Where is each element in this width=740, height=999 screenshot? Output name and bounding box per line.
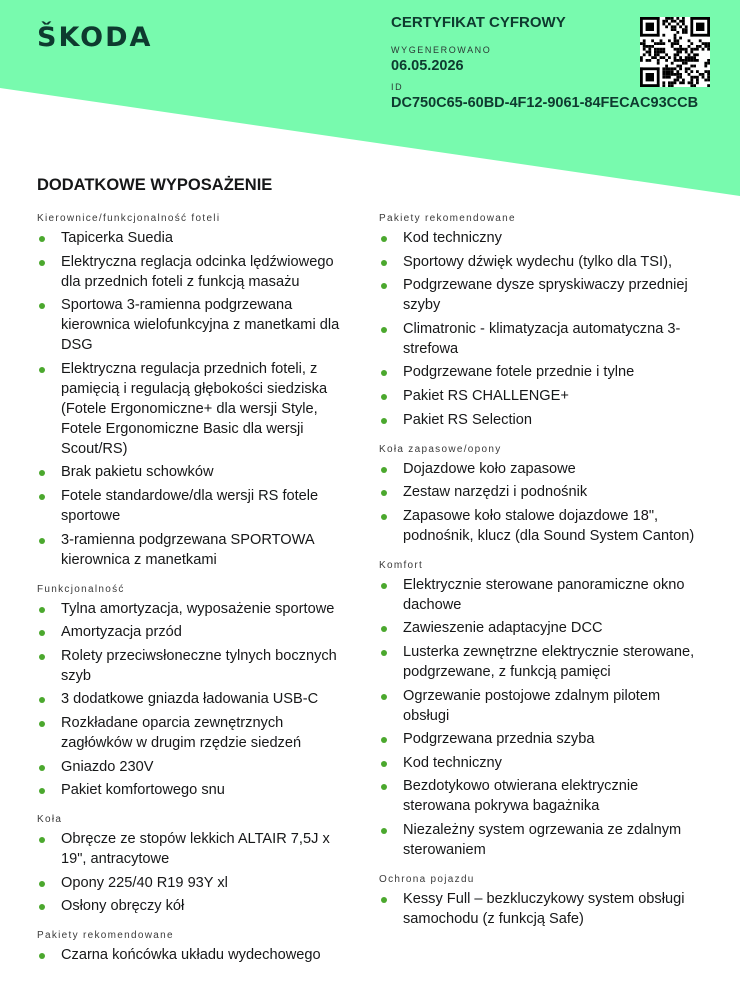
equipment-item-text: Niezależny system ogrzewania ze zdalnym sterowaniem	[403, 821, 682, 858]
equipment-item	[37, 530, 357, 570]
equipment-item	[37, 228, 357, 248]
category-komfort: Komfort	[379, 559, 424, 571]
equipment-item	[379, 618, 709, 638]
bullet-icon	[381, 327, 387, 333]
bullet-icon	[381, 583, 387, 589]
bullet-icon	[39, 765, 45, 771]
category-kierownice-funkcjonalnosc-foteli: Kierownice/funkcjonalność foteli	[37, 213, 221, 224]
bullet-icon	[381, 236, 387, 242]
equipment-item	[37, 873, 357, 893]
equipment-item-text: Kod techniczny	[403, 230, 502, 246]
equipment-item-text: Lusterka zewnętrzne elektrycznie sterowane, podgrzewane, z funkcją pamięci	[403, 643, 695, 680]
bullet-icon	[381, 370, 387, 376]
equipment-item-text: Kessy Full – bezkluczykowy system obsługi samochodu (z funkcją Safe)	[403, 890, 685, 927]
equipment-item	[379, 362, 709, 382]
equipment-item	[37, 359, 357, 459]
bullet-icon	[381, 283, 387, 289]
section-title: DODATKOWE WYPOSAŻENIE	[37, 176, 273, 194]
equipment-item	[379, 228, 709, 248]
bullet-icon	[381, 737, 387, 743]
equipment-item	[37, 757, 357, 777]
equipment-item	[37, 945, 357, 965]
bullet-icon	[381, 650, 387, 656]
category-ochrona-pojazdu: Ochrona pojazdu	[379, 873, 475, 885]
equipment-item-text: Elektryczna reglacja odcinka lędźwiowego dla przednich foteli z funkcją masażu	[61, 253, 334, 290]
generated-label: WYGENEROWANO	[391, 45, 492, 55]
bullet-icon	[381, 260, 387, 266]
bullet-icon	[39, 630, 45, 636]
equipment-item	[37, 622, 357, 642]
equipment-item	[37, 713, 357, 753]
equipment-list	[379, 459, 709, 546]
equipment-item	[37, 599, 357, 619]
equipment-item	[379, 482, 709, 502]
category-funkcjonalnosc: Funkcjonalność	[37, 583, 125, 595]
equipment-item	[379, 753, 709, 773]
bullet-icon	[39, 788, 45, 794]
right-column	[379, 213, 709, 933]
equipment-item	[379, 506, 709, 546]
equipment-item-text: 3-ramienna podgrzewana SPORTOWA kierownica z manetkami	[61, 531, 314, 568]
equipment-item	[379, 459, 709, 479]
bullet-icon	[39, 953, 45, 959]
equipment-item-text: Obręcze ze stopów lekkich ALTAIR 7,5J x 19", antracytowe	[61, 831, 330, 868]
bullet-icon	[381, 761, 387, 767]
equipment-item	[37, 896, 357, 916]
bullet-icon	[381, 828, 387, 834]
equipment-list	[37, 599, 357, 801]
equipment-item	[379, 729, 709, 749]
equipment-item	[379, 642, 709, 682]
equipment-list	[37, 945, 357, 965]
equipment-item-text: Pakiet RS Selection	[403, 411, 532, 428]
equipment-item	[379, 776, 709, 816]
equipment-list	[37, 829, 357, 916]
bullet-icon	[39, 607, 45, 613]
equipment-item	[37, 829, 357, 869]
equipment-item-text: Dojazdowe koło zapasowe	[403, 460, 576, 477]
category-kola-zapasowe-opony: Koła zapasowe/opony	[379, 443, 502, 455]
equipment-item-text: Rolety przeciwsłoneczne tylnych bocznych szyb	[61, 647, 337, 684]
generated-date: 06.05.2026	[391, 58, 464, 74]
equipment-list	[37, 228, 357, 570]
bullet-icon	[381, 467, 387, 473]
equipment-item	[379, 275, 709, 315]
equipment-item-text: Opony 225/40 R19 93Y xl	[61, 874, 228, 891]
certificate-id: DC750C65-60BD-4F12-9061-84FECAC93CCB	[391, 95, 699, 111]
bullet-icon	[39, 236, 45, 242]
equipment-list	[379, 228, 709, 430]
bullet-icon	[39, 721, 45, 727]
bullet-icon	[381, 784, 387, 790]
equipment-item	[37, 486, 357, 526]
bullet-icon	[39, 837, 45, 843]
id-label: ID	[391, 82, 404, 92]
equipment-item	[37, 646, 357, 686]
certificate-title: CERTYFIKAT CYFROWY	[391, 14, 566, 31]
bottom-fade	[0, 965, 740, 999]
equipment-item-text: Climatronic - klimatyzacja automatyczna 3-strefowa	[403, 320, 681, 357]
bullet-icon	[39, 260, 45, 266]
bullet-icon	[381, 514, 387, 520]
equipment-item-text: 3 dodatkowe gniazda ładowania USB-C	[61, 691, 319, 708]
equipment-item-text: Zestaw narzędzi i podnośnik	[403, 484, 588, 501]
equipment-item	[379, 319, 709, 359]
equipment-list	[379, 575, 709, 860]
equipment-item	[37, 462, 357, 482]
equipment-item-text: Pakiet RS CHALLENGE+	[403, 387, 569, 404]
bullet-icon	[39, 494, 45, 500]
equipment-item	[37, 780, 357, 800]
left-column	[37, 213, 357, 969]
equipment-item-text: Podgrzewane fotele przednie i tylne	[403, 364, 635, 381]
equipment-item-text: Osłony obręczy kół	[61, 898, 185, 915]
bullet-icon	[39, 470, 45, 476]
equipment-item-text: Elektrycznie sterowane panoramiczne okno dachowe	[403, 576, 685, 613]
equipment-item-text: Fotele standardowe/dla wersji RS fotele sportowe	[61, 487, 319, 524]
bullet-icon	[381, 626, 387, 632]
equipment-item-text: Zapasowe koło stalowe dojazdowe 18", podnośnik, klucz (dla Sound System Canton)	[403, 507, 695, 544]
equipment-item-text: Podgrzewana przednia szyba	[403, 731, 595, 748]
equipment-item	[379, 686, 709, 726]
bullet-icon	[381, 418, 387, 424]
bullet-icon	[381, 897, 387, 903]
equipment-item-text: Elektryczna regulacja przednich foteli, z pamięcią i regulacją głębokości siedziska (Fotele Ergonomiczne+ dla wersji Style, Fotele Ergonomiczne Basic dla wersji Scout/RS)	[61, 360, 328, 457]
equipment-item	[37, 252, 357, 292]
equipment-item-text: Sportowa 3-ramienna podgrzewana kierownica wielofunkcyjna z manetkami dla DSG	[61, 297, 340, 354]
equipment-item-text: Bezdotykowo otwierana elektrycznie sterowana pokrywa bagażnika	[403, 778, 639, 815]
equipment-item-text: Tapicerka Suedia	[61, 230, 173, 246]
equipment-item-text: Brak pakietu schowków	[61, 464, 214, 481]
bullet-icon	[39, 303, 45, 309]
bullet-icon	[39, 367, 45, 373]
qr-code-icon[interactable]	[640, 17, 710, 87]
equipment-item	[37, 689, 357, 709]
equipment-item-text: Amortyzacja przód	[61, 624, 182, 641]
category-kola: Koła	[37, 814, 63, 826]
equipment-item-text: Gniazdo 230V	[61, 758, 154, 775]
equipment-item-text: Pakiet komfortowego snu	[61, 782, 225, 799]
equipment-item-text: Tylna amortyzacja, wyposażenie sportowe	[61, 600, 335, 617]
equipment-item-text: Czarna końcówka układu wydechowego	[61, 947, 321, 964]
bullet-icon	[381, 394, 387, 400]
equipment-item	[379, 889, 709, 929]
bullet-icon	[39, 654, 45, 660]
category-pakiety-rekomendowane: Pakiety rekomendowane	[37, 930, 174, 942]
equipment-item	[379, 252, 709, 272]
equipment-item-text: Kod techniczny	[403, 754, 502, 771]
equipment-item	[379, 575, 709, 615]
equipment-item-text: Zawieszenie adaptacyjne DCC	[403, 620, 603, 637]
equipment-item	[379, 820, 709, 860]
equipment-item	[379, 386, 709, 406]
bullet-icon	[39, 904, 45, 910]
equipment-item-text: Podgrzewane dysze spryskiwaczy przedniej szyby	[403, 277, 688, 314]
category-pakiety-rekomendowane: Pakiety rekomendowane	[379, 213, 516, 224]
equipment-item	[379, 410, 709, 430]
equipment-item-text: Ogrzewanie postojowe zdalnym pilotem obsługi	[403, 687, 661, 724]
bullet-icon	[39, 538, 45, 544]
bullet-icon	[39, 881, 45, 887]
bullet-icon	[381, 490, 387, 496]
equipment-item	[37, 295, 357, 355]
equipment-list	[379, 889, 709, 929]
bullet-icon	[381, 694, 387, 700]
equipment-item-text: Rozkładane oparcia zewnętrznych zagłówków w drugim rzędzie siedzeń	[61, 714, 302, 751]
skoda-logo: ŠKODA	[37, 22, 153, 53]
equipment-item-text: Sportowy dźwięk wydechu (tylko dla TSI),	[403, 253, 673, 270]
bullet-icon	[39, 697, 45, 703]
